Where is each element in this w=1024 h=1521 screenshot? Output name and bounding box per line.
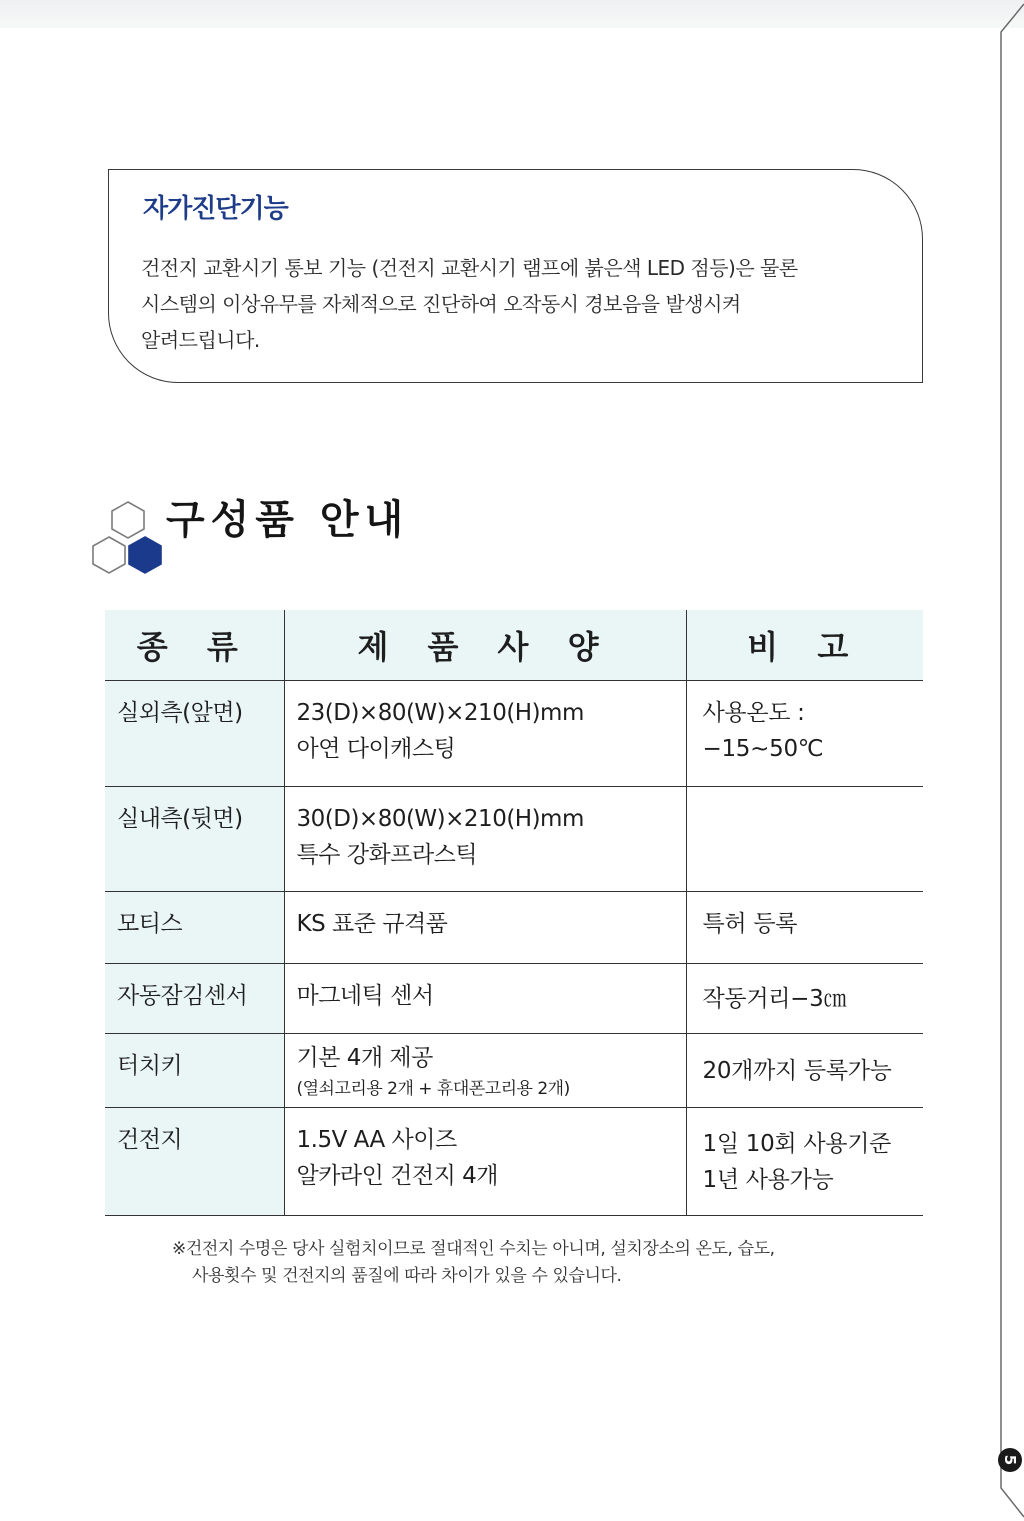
row-spec xyxy=(284,1108,686,1216)
row-category: 실내측(뒷면) xyxy=(105,787,284,892)
row-note xyxy=(686,1034,923,1108)
header-category: 종 류 xyxy=(105,610,284,681)
spec-line: 마그네틱 센서 xyxy=(296,983,434,1009)
spec-line: 1.5V AA 사이즈 xyxy=(296,1127,457,1153)
page-number: 5 xyxy=(998,1448,1022,1472)
feature-line: 알려드립니다. xyxy=(141,328,260,352)
table-row xyxy=(105,1034,923,1108)
note-line: 1년 사용가능 xyxy=(702,1167,834,1193)
row-note xyxy=(686,787,923,892)
spec-line: 아연 다이캐스팅 xyxy=(296,736,456,762)
row-category: 터치키 xyxy=(105,1034,284,1108)
row-category: 실외측(앞면) xyxy=(105,681,284,787)
note-line: 1일 10회 사용기준 xyxy=(702,1131,892,1157)
footnote-line: ※건전지 수명은 당사 실험치이므로 절대적인 수치는 아니며, 설치장소의 온도, 습도, xyxy=(172,1239,775,1259)
row-spec xyxy=(284,964,686,1034)
note-line: 사용온도 : xyxy=(702,700,805,726)
row-category: 모티스 xyxy=(105,892,284,964)
header-note: 비 고 xyxy=(686,610,923,681)
spec-line: KS 표준 규격품 xyxy=(296,911,448,937)
note-line: −15~50℃ xyxy=(702,736,824,762)
row-spec xyxy=(284,892,686,964)
note-line: 20개까지 등록가능 xyxy=(702,1057,892,1084)
row-note xyxy=(686,681,923,787)
header-spec: 제 품 사 양 xyxy=(284,610,686,681)
note-line: 작동거리−3㎝ xyxy=(702,985,847,1012)
table-row xyxy=(105,681,923,787)
self-diagnosis-box xyxy=(108,169,923,383)
row-note xyxy=(686,1108,923,1216)
table-row xyxy=(105,1108,923,1216)
feature-title: 자가진단기능 xyxy=(143,194,288,224)
row-note xyxy=(686,892,923,964)
spec-line: 특수 강화프라스틱 xyxy=(296,842,478,868)
row-category: 자동잠김센서 xyxy=(105,964,284,1034)
spec-subline: (열쇠고리용 2개 + 휴대폰고리용 2개) xyxy=(296,1079,570,1099)
spec-line: 30(D)×80(W)×210(H)mm xyxy=(296,806,584,832)
table-row xyxy=(105,964,923,1034)
row-spec xyxy=(284,1034,686,1108)
hexagon-icon xyxy=(90,500,168,578)
row-spec xyxy=(284,787,686,892)
table-row xyxy=(105,787,923,892)
feature-description xyxy=(141,250,911,358)
table-header-row xyxy=(105,610,923,681)
table-row xyxy=(105,892,923,964)
spec-line: 23(D)×80(W)×210(H)mm xyxy=(296,700,584,726)
battery-footnote xyxy=(172,1236,775,1290)
feature-line: 건전지 교환시기 통보 기능 (건전지 교환시기 램프에 붉은색 LED 점등)은 물론 xyxy=(141,256,798,280)
row-category: 건전지 xyxy=(105,1108,284,1216)
page-top-strip xyxy=(0,0,1024,28)
spec-line: 알카라인 건전지 4개 xyxy=(296,1163,498,1189)
components-table xyxy=(105,610,923,1216)
row-note xyxy=(686,964,923,1034)
spec-line: 기본 4개 제공 xyxy=(296,1045,433,1071)
section-title: 구성품 안내 xyxy=(166,497,410,543)
row-spec xyxy=(284,681,686,787)
note-line: 특허 등록 xyxy=(702,911,798,937)
feature-line: 시스템의 이상유무를 자체적으로 진단하여 오작동시 경보음을 발생시켜 xyxy=(141,292,741,316)
footnote-line: 사용횟수 및 건전지의 품질에 따라 차이가 있을 수 있습니다. xyxy=(192,1266,622,1286)
